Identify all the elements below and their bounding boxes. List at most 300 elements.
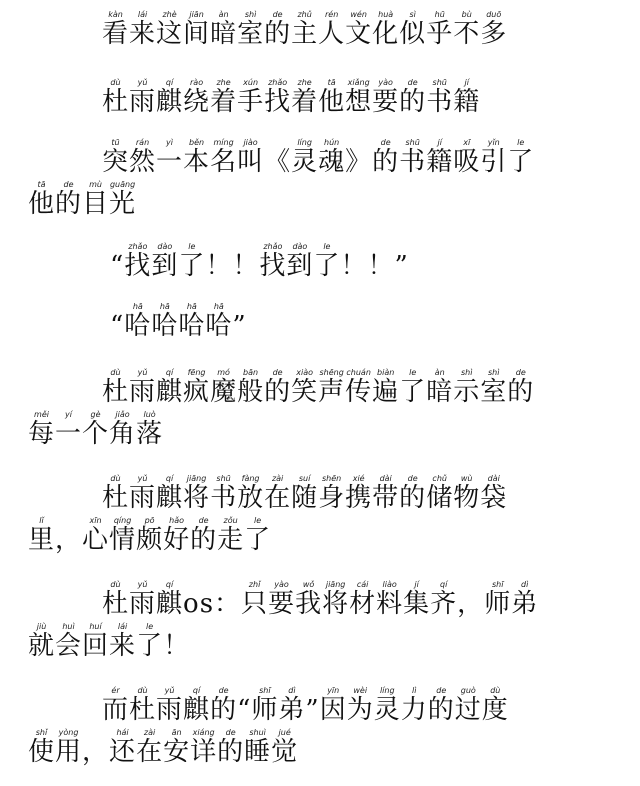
hanzi-with-pinyin: 角jiǎo <box>109 410 137 449</box>
pinyin-annotation: xiáng <box>190 728 218 737</box>
pinyin-annotation: lái <box>129 10 157 19</box>
hanzi-with-pinyin: 到dào <box>286 242 314 281</box>
pinyin-annotation: guò <box>454 686 482 695</box>
pinyin-annotation: líng <box>373 686 401 695</box>
hanzi-with-pinyin: 雨yǔ <box>129 78 157 117</box>
pinyin-annotation: qí <box>156 474 184 483</box>
hanzi-with-pinyin: ！ <box>163 631 190 661</box>
pinyin-annotation: yǔ <box>129 368 157 377</box>
hanzi-with-pinyin: 度dù <box>481 686 509 725</box>
hanzi-with-pinyin: 储chǔ <box>426 474 454 513</box>
hanzi-with-pinyin: 杜dù <box>129 686 157 725</box>
hanzi-with-pinyin: 走zǒu <box>217 516 245 555</box>
hanzi-with-pinyin: 的de <box>372 138 400 177</box>
pinyin-annotation: xún <box>237 78 265 87</box>
pinyin-annotation: le <box>178 242 206 251</box>
hanzi-with-pinyin: 着zhe <box>291 78 319 117</box>
hanzi-with-pinyin: 疯fēng <box>183 368 211 407</box>
hanzi-with-pinyin: 我wǒ <box>295 580 323 619</box>
hanzi-with-pinyin: 还hái <box>109 728 137 767</box>
hanzi-with-pinyin: 力lì <box>400 686 428 725</box>
hanzi-with-pinyin: 的de <box>55 180 83 219</box>
pinyin-annotation: zhǐ <box>241 580 269 589</box>
hanzi-with-pinyin: 哈hā <box>151 302 179 341</box>
text-line <box>0 580 640 628</box>
pinyin-annotation: de <box>210 686 238 695</box>
hanzi-with-pinyin: 杜dù <box>102 474 130 513</box>
pinyin-annotation <box>264 138 291 147</box>
hanzi-with-pinyin: 师shī <box>251 686 279 725</box>
hanzi-with-pinyin: 一yí <box>55 410 83 449</box>
pinyin-annotation <box>163 622 190 631</box>
hanzi-with-pinyin: 这zhè <box>156 10 184 49</box>
hanzi-with-pinyin: 而ér <box>102 686 130 725</box>
hanzi-with-pinyin: 籍jí <box>426 138 454 177</box>
hanzi-with-pinyin: 了le <box>178 242 206 281</box>
pinyin-annotation: běn <box>183 138 211 147</box>
text-line <box>0 516 640 564</box>
hanzi-with-pinyin: 手xún <box>237 78 265 117</box>
hanzi-with-pinyin: 要yào <box>268 580 296 619</box>
hanzi-with-pinyin: 麒qí <box>156 580 184 619</box>
pinyin-annotation: tā <box>28 180 56 189</box>
pinyin-annotation: yào <box>268 580 296 589</box>
hanzi-with-pinyin: 睡shuì <box>244 728 272 767</box>
pinyin-annotation: dù <box>481 686 509 695</box>
pinyin-annotation: zhǎo <box>264 78 292 87</box>
pinyin-annotation: yǔ <box>129 580 157 589</box>
text-line <box>0 474 640 522</box>
pinyin-annotation <box>340 242 367 251</box>
pinyin-annotation <box>232 242 259 251</box>
hanzi-with-pinyin: 心xīn <box>82 516 110 555</box>
pinyin-annotation: qí <box>156 580 184 589</box>
pinyin-annotation: shēng <box>318 368 346 377</box>
hanzi-with-pinyin: 到dào <box>151 242 179 281</box>
pinyin-annotation: zhǔ <box>291 10 319 19</box>
hanzi-with-pinyin: 化huà <box>372 10 400 49</box>
pinyin-annotation: wù <box>453 474 481 483</box>
hanzi-with-pinyin: 杜dù <box>102 580 130 619</box>
pinyin-annotation: tā <box>318 78 346 87</box>
pinyin-annotation: de <box>55 180 83 189</box>
hanzi-with-pinyin: 个gè <box>82 410 110 449</box>
hanzi-with-pinyin: 随suí <box>291 474 319 513</box>
pinyin-annotation: de <box>190 516 218 525</box>
pinyin-annotation: sì <box>399 10 427 19</box>
pinyin-annotation: zhǎo <box>124 242 152 251</box>
pinyin-annotation: zǒu <box>217 516 245 525</box>
pinyin-annotation: luò <box>136 410 164 419</box>
hanzi-with-pinyin: 为wèi <box>346 686 374 725</box>
pinyin-annotation: shuì <box>244 728 272 737</box>
hanzi-with-pinyin: 他tā <box>318 78 346 117</box>
pinyin-annotation: duō <box>480 10 508 19</box>
pinyin-annotation: de <box>264 368 292 377</box>
hanzi-with-pinyin: 的de <box>507 368 535 407</box>
pinyin-annotation: shī <box>484 580 512 589</box>
pinyin-annotation: wǒ <box>295 580 323 589</box>
hanzi-with-pinyin: 想xiǎng <box>345 78 373 117</box>
hanzi-with-pinyin: 找zhǎo <box>264 78 292 117</box>
hanzi-with-pinyin: 似sì <box>399 10 427 49</box>
hanzi-with-pinyin: 声shēng <box>318 368 346 407</box>
pinyin-annotation: tū <box>102 138 129 147</box>
pinyin-annotation: fēng <box>183 368 211 377</box>
hanzi-with-pinyin: 齐qí <box>430 580 458 619</box>
hanzi-with-pinyin: 哈hā <box>124 302 152 341</box>
pinyin-annotation: rào <box>183 78 211 87</box>
pinyin-annotation: měi <box>28 410 55 419</box>
pinyin-annotation: shì <box>480 368 508 377</box>
pinyin-annotation: lái <box>109 622 137 631</box>
pinyin-annotation: de <box>399 78 427 87</box>
hanzi-with-pinyin: 只zhǐ <box>241 580 269 619</box>
pinyin-annotation <box>232 302 246 311</box>
hanzi-with-pinyin: “ <box>110 251 124 281</box>
text-line <box>0 180 640 228</box>
hanzi-with-pinyin: 使shǐ <box>28 728 56 767</box>
hanzi-with-pinyin: 着zhe <box>210 78 238 117</box>
hanzi-with-pinyin: 因yīn <box>319 686 347 725</box>
pinyin-annotation: zhe <box>291 78 319 87</box>
hanzi-with-pinyin: ， <box>82 737 109 767</box>
hanzi-with-pinyin: 本běn <box>183 138 211 177</box>
hanzi-with-pinyin: 《 <box>264 147 291 177</box>
hanzi-with-pinyin: 书shū <box>210 474 238 513</box>
pinyin-annotation: ér <box>102 686 129 695</box>
pinyin-annotation: shì <box>237 10 265 19</box>
hanzi-with-pinyin: 在zài <box>136 728 164 767</box>
hanzi-with-pinyin: “ <box>110 311 124 341</box>
pinyin-annotation: shǐ <box>28 728 55 737</box>
hanzi-with-pinyin: 携xié <box>345 474 373 513</box>
pinyin-annotation: ān <box>163 728 191 737</box>
pinyin-annotation: de <box>507 368 535 377</box>
hanzi-with-pinyin: 籍jí <box>453 78 481 117</box>
pinyin-annotation <box>367 242 394 251</box>
pinyin-annotation: le <box>313 242 341 251</box>
pinyin-annotation: le <box>244 516 272 525</box>
hanzi-with-pinyin: 情qíng <box>109 516 137 555</box>
pinyin-annotation: yào <box>372 78 400 87</box>
pinyin-annotation: shī <box>251 686 279 695</box>
hanzi-with-pinyin: 雨yǔ <box>129 474 157 513</box>
pinyin-annotation: xiǎng <box>345 78 373 87</box>
hanzi-with-pinyin: ！ <box>367 251 394 281</box>
pinyin-annotation <box>183 580 241 589</box>
pinyin-annotation <box>237 686 251 695</box>
hanzi-with-pinyin: 叫jiào <box>237 138 265 177</box>
hanzi-with-pinyin: 引yǐn <box>480 138 508 177</box>
pinyin-annotation: huì <box>55 622 83 631</box>
hanzi-with-pinyin: 详xiáng <box>190 728 218 767</box>
pinyin-annotation: yòng <box>55 728 83 737</box>
pinyin-annotation: rén <box>318 10 346 19</box>
pinyin-annotation: le <box>136 622 164 631</box>
pinyin-annotation: xī <box>453 138 481 147</box>
pinyin-annotation: huí <box>82 622 110 631</box>
pinyin-annotation: zài <box>136 728 164 737</box>
pinyin-annotation: xiào <box>291 368 319 377</box>
pinyin-annotation: le <box>399 368 427 377</box>
text-line <box>0 410 640 458</box>
pinyin-annotation: wèi <box>346 686 374 695</box>
pinyin-annotation: de <box>372 138 400 147</box>
pinyin-annotation: jiào <box>237 138 265 147</box>
hanzi-with-pinyin: 示shì <box>453 368 481 407</box>
pinyin-annotation: kàn <box>102 10 130 19</box>
pinyin-annotation: qí <box>156 368 184 377</box>
pinyin-annotation: jué <box>271 728 299 737</box>
hanzi-with-pinyin: 的de <box>264 368 292 407</box>
pinyin-annotation <box>394 242 408 251</box>
pinyin-annotation <box>345 138 372 147</box>
text-line <box>0 368 640 416</box>
pinyin-annotation: zhè <box>156 10 184 19</box>
text-line <box>0 242 640 290</box>
pinyin-annotation: zhe <box>210 78 238 87</box>
pinyin-annotation: shēn <box>318 474 346 483</box>
pinyin-annotation: dù <box>102 368 129 377</box>
hanzi-with-pinyin: 会huì <box>55 622 83 661</box>
hanzi-with-pinyin: 了le <box>313 242 341 281</box>
hanzi-with-pinyin: ， <box>457 589 484 619</box>
hanzi-with-pinyin: 带dài <box>372 474 400 513</box>
hanzi-with-pinyin: 》 <box>345 147 372 177</box>
hanzi-with-pinyin: 落luò <box>136 410 164 449</box>
pinyin-annotation: yǔ <box>129 78 157 87</box>
hanzi-with-pinyin: 集jí <box>403 580 431 619</box>
pinyin-annotation: dài <box>372 474 400 483</box>
pinyin-annotation: yì <box>156 138 184 147</box>
pinyin-annotation: jí <box>426 138 454 147</box>
hanzi-with-pinyin: 看kàn <box>102 10 130 49</box>
pinyin-annotation: qíng <box>109 516 137 525</box>
hanzi-with-pinyin: 的de <box>217 728 245 767</box>
pinyin-annotation: hún <box>318 138 346 147</box>
hanzi-with-pinyin: 不bù <box>453 10 481 49</box>
hanzi-with-pinyin: 找zhǎo <box>124 242 152 281</box>
pinyin-annotation: zài <box>264 474 292 483</box>
pinyin-annotation: àn <box>426 368 454 377</box>
hanzi-with-pinyin: 放fàng <box>237 474 265 513</box>
pinyin-annotation: jiù <box>28 622 56 631</box>
hanzi-with-pinyin: 光guāng <box>109 180 137 219</box>
hanzi-with-pinyin: 绕rào <box>183 78 211 117</box>
pinyin-annotation: shì <box>453 368 481 377</box>
hanzi-with-pinyin: 麒qí <box>156 78 184 117</box>
pinyin-annotation: rán <box>129 138 157 147</box>
hanzi-with-pinyin: 麒qí <box>156 368 184 407</box>
pinyin-annotation: dù <box>102 78 129 87</box>
hanzi-with-pinyin: 回huí <box>82 622 110 661</box>
hanzi-with-pinyin: 雨yǔ <box>129 580 157 619</box>
hanzi-with-pinyin: os： <box>183 589 241 619</box>
pinyin-annotation: de <box>427 686 455 695</box>
pinyin-annotation: chǔ <box>426 474 454 483</box>
hanzi-with-pinyin: 将jiāng <box>183 474 211 513</box>
pinyin-annotation <box>55 516 82 525</box>
hanzi-with-pinyin: 每měi <box>28 410 56 449</box>
hanzi-with-pinyin: 暗àn <box>426 368 454 407</box>
pinyin-annotation: hā <box>151 302 179 311</box>
pinyin-annotation: shū <box>399 138 427 147</box>
hanzi-with-pinyin: 弟dì <box>278 686 306 725</box>
pinyin-annotation: de <box>217 728 245 737</box>
pinyin-annotation: jiān <box>183 10 211 19</box>
pinyin-annotation: guāng <box>109 180 137 189</box>
hanzi-with-pinyin: 安ān <box>163 728 191 767</box>
hanzi-with-pinyin: 将jiāng <box>322 580 350 619</box>
pinyin-annotation: míng <box>210 138 238 147</box>
hanzi-with-pinyin: 了le <box>507 138 535 177</box>
hanzi-with-pinyin: 灵líng <box>291 138 319 177</box>
pinyin-annotation: líng <box>291 138 319 147</box>
hanzi-with-pinyin: 文wén <box>345 10 373 49</box>
hanzi-with-pinyin: 料liào <box>376 580 404 619</box>
pinyin-annotation: dào <box>151 242 179 251</box>
pinyin-annotation: dài <box>480 474 508 483</box>
hanzi-with-pinyin: 灵líng <box>373 686 401 725</box>
hanzi-with-pinyin: 暗àn <box>210 10 238 49</box>
hanzi-with-pinyin: 的de <box>210 686 238 725</box>
pinyin-annotation: hái <box>109 728 137 737</box>
pinyin-annotation: qí <box>183 686 211 695</box>
pinyin-annotation: biàn <box>372 368 400 377</box>
pinyin-annotation: huà <box>372 10 400 19</box>
hanzi-with-pinyin: 间jiān <box>183 10 211 49</box>
pinyin-annotation: mó <box>210 368 238 377</box>
pinyin-annotation <box>205 242 232 251</box>
pinyin-annotation: yǐn <box>480 138 508 147</box>
hanzi-with-pinyin: 然rán <box>129 138 157 177</box>
pinyin-annotation: le <box>507 138 535 147</box>
hanzi-with-pinyin: 般bān <box>237 368 265 407</box>
hanzi-with-pinyin: 书shū <box>426 78 454 117</box>
hanzi-with-pinyin: 传chuán <box>345 368 373 407</box>
pinyin-annotation: wén <box>345 10 373 19</box>
pinyin-annotation: fàng <box>237 474 265 483</box>
hanzi-with-pinyin: ！ <box>232 251 259 281</box>
pinyin-annotation <box>457 580 484 589</box>
pinyin-annotation: zhǎo <box>259 242 287 251</box>
hanzi-with-pinyin: 杜dù <box>102 78 130 117</box>
pinyin-annotation <box>110 302 124 311</box>
hanzi-with-pinyin: 笑xiào <box>291 368 319 407</box>
hanzi-with-pinyin: 人rén <box>318 10 346 49</box>
hanzi-with-pinyin: 的de <box>264 10 292 49</box>
hanzi-with-pinyin: 哈hā <box>178 302 206 341</box>
hanzi-with-pinyin: ！ <box>340 251 367 281</box>
hanzi-with-pinyin: 雨yǔ <box>129 368 157 407</box>
pinyin-annotation <box>305 686 319 695</box>
pinyin-annotation: jiǎo <box>109 410 137 419</box>
hanzi-with-pinyin: 了le <box>244 516 272 555</box>
hanzi-with-pinyin: 雨yǔ <box>156 686 184 725</box>
hanzi-with-pinyin: 觉jué <box>271 728 299 767</box>
pinyin-annotation: yīn <box>319 686 347 695</box>
hanzi-with-pinyin: 颇pō <box>136 516 164 555</box>
hanzi-with-pinyin: 袋dài <box>480 474 508 513</box>
pinyin-annotation: jí <box>403 580 431 589</box>
text-line <box>0 686 640 734</box>
hanzi-with-pinyin: 了le <box>399 368 427 407</box>
hanzi-with-pinyin: 魔mó <box>210 368 238 407</box>
pinyin-annotation: bān <box>237 368 265 377</box>
pinyin-annotation: xīn <box>82 516 110 525</box>
hanzi-with-pinyin: 好hǎo <box>163 516 191 555</box>
hanzi-with-pinyin: 乎hū <box>426 10 454 49</box>
hanzi-with-pinyin: 主zhǔ <box>291 10 319 49</box>
hanzi-with-pinyin: ” <box>305 695 319 725</box>
pinyin-annotation: cái <box>349 580 377 589</box>
pinyin-annotation: yí <box>55 410 83 419</box>
hanzi-with-pinyin: 突tū <box>102 138 130 177</box>
pinyin-annotation: liào <box>376 580 404 589</box>
pinyin-annotation: lì <box>400 686 428 695</box>
text-line <box>0 302 640 350</box>
hanzi-with-pinyin: 材cái <box>349 580 377 619</box>
hanzi-with-pinyin: 多duō <box>480 10 508 49</box>
pinyin-annotation: hǎo <box>163 516 191 525</box>
hanzi-with-pinyin: 就jiù <box>28 622 56 661</box>
hanzi-with-pinyin: ” <box>232 311 246 341</box>
pinyin-annotation: chuán <box>345 368 373 377</box>
pinyin-annotation <box>82 728 109 737</box>
hanzi-with-pinyin: 来lái <box>129 10 157 49</box>
hanzi-with-pinyin: 要yào <box>372 78 400 117</box>
hanzi-with-pinyin: 目mù <box>82 180 110 219</box>
text-line <box>0 728 640 776</box>
pinyin-annotation: dù <box>102 580 129 589</box>
hanzi-with-pinyin: “ <box>237 695 251 725</box>
pinyin-annotation: shū <box>426 78 454 87</box>
hanzi-with-pinyin: ” <box>394 251 408 281</box>
hanzi-with-pinyin: 名míng <box>210 138 238 177</box>
hanzi-with-pinyin: 魂hún <box>318 138 346 177</box>
pinyin-annotation: bù <box>453 10 481 19</box>
hanzi-with-pinyin: 来lái <box>109 622 137 661</box>
text-line <box>0 10 640 58</box>
pinyin-annotation: de <box>264 10 292 19</box>
pinyin-annotation: de <box>399 474 427 483</box>
hanzi-with-pinyin: 吸xī <box>453 138 481 177</box>
text-line <box>0 78 640 126</box>
pinyin-annotation: hā <box>124 302 152 311</box>
hanzi-with-pinyin: 的de <box>399 474 427 513</box>
hanzi-with-pinyin: ， <box>55 525 82 555</box>
text-line <box>0 622 640 670</box>
hanzi-with-pinyin: 身shēn <box>318 474 346 513</box>
pinyin-annotation: dù <box>102 474 129 483</box>
pinyin-annotation: dào <box>286 242 314 251</box>
pinyin-annotation <box>110 242 124 251</box>
hanzi-with-pinyin: 物wù <box>453 474 481 513</box>
pinyin-annotation: suí <box>291 474 319 483</box>
pinyin-annotation: qí <box>430 580 458 589</box>
pinyin-annotation: jí <box>453 78 481 87</box>
hanzi-with-pinyin: 麒qí <box>183 686 211 725</box>
pinyin-annotation: pō <box>136 516 164 525</box>
hanzi-with-pinyin: 了le <box>136 622 164 661</box>
pinyin-annotation: dù <box>129 686 157 695</box>
pinyin-annotation: gè <box>82 410 110 419</box>
hanzi-with-pinyin: 过guò <box>454 686 482 725</box>
pinyin-annotation: mù <box>82 180 110 189</box>
hanzi-with-pinyin: ！ <box>205 251 232 281</box>
pinyin-annotation: jiāng <box>322 580 350 589</box>
